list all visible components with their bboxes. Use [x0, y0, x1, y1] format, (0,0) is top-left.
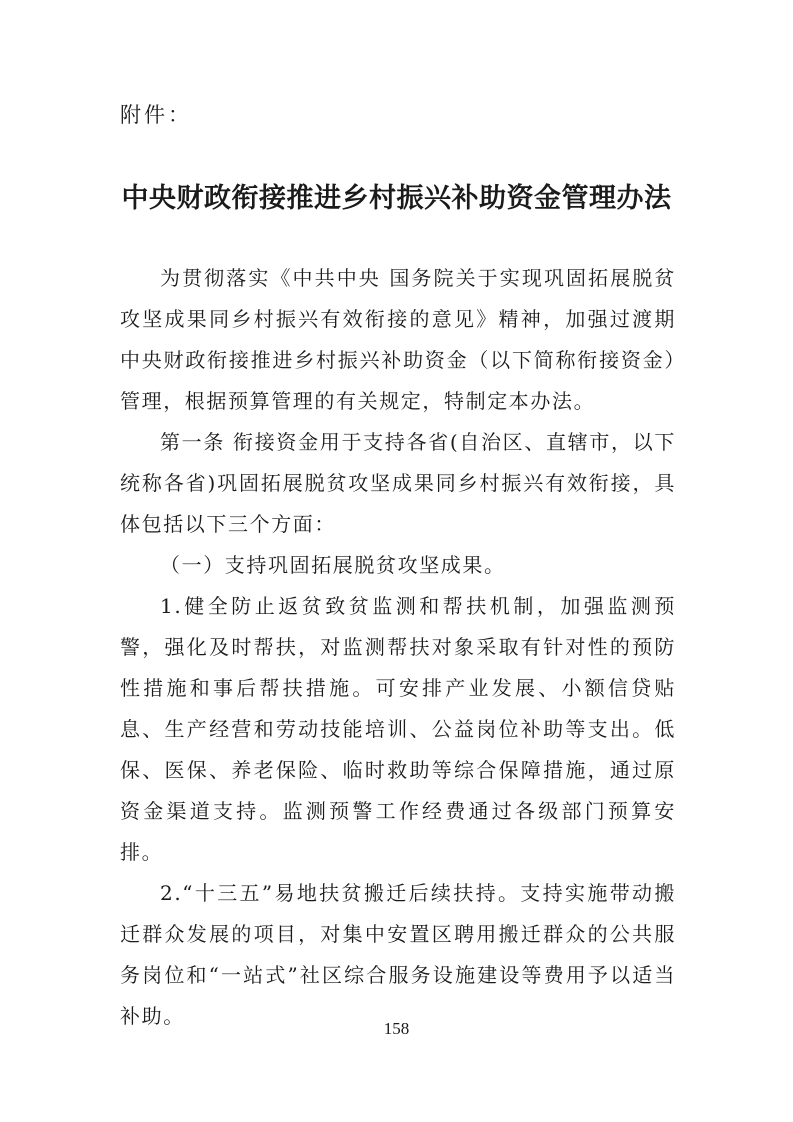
article-one-paragraph: 第一条 衔接资金用于支持各省(自治区、直辖市，以下统称各省)巩固拓展脱贫攻坚成果同乡村振兴有效衔接，具体包括以下三个方面： [120, 430, 676, 536]
attachment-label: 附件： [120, 103, 192, 127]
document-title: 中央财政衔接推进乡村振兴补助资金管理办法 [121, 183, 672, 214]
section-one-heading: （一）支持巩固拓展脱贫攻坚成果。 [160, 553, 506, 577]
item-two-paragraph: 2.“十三五”易地扶贫搬迁后续扶持。支持实施带动搬迁群众发展的项目，对集中安置区聘用搬迁群众的公共服务岗位和“一站式”社区综合服务设施建设等费用予以适当补助。 [120, 881, 676, 1028]
page-number: 158 [383, 1019, 410, 1038]
document-body [120, 258, 676, 1037]
intro-paragraph: 为贯彻落实《中共中央 国务院关于实现巩固拓展脱贫攻坚成果同乡村振兴有效衔接的意见》精神，加强过渡期中央财政衔接推进乡村振兴补助资金（以下简称衔接资金）管理，根据预算管理的有关规定，特制定本办法。 [120, 266, 676, 413]
item-one-paragraph: 1.健全防止返贫致贫监测和帮扶机制，加强监测预警，强化及时帮扶，对监测帮扶对象采取有针对性的预防性措施和事后帮扶措施。可安排产业发展、小额信贷贴息、生产经营和劳动技能培训、公益岗位补助等支出。低保、医保、养老保险、临时救助等综合保障措施，通过原资金渠道支持。监测预警工作经费通过各级部门预算安排。 [120, 594, 676, 864]
